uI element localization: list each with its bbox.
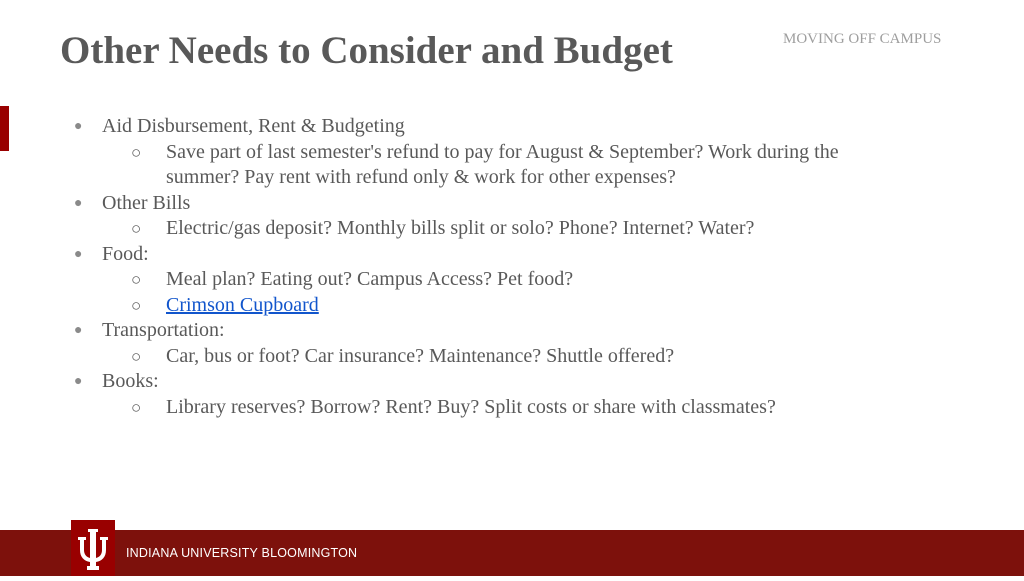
- bullet-dot-icon: ●: [74, 119, 83, 134]
- bullet-dot-icon: ●: [74, 195, 83, 211]
- sub-list-item: [0, 216, 1024, 242]
- list-item-text: Other Bills: [102, 191, 191, 214]
- bullet-circle-icon: ○: [131, 219, 142, 238]
- bullet-dot-icon: ●: [74, 374, 83, 389]
- sub-list-item-text: Meal plan? Eating out? Campus Access? Pet food?: [166, 268, 574, 290]
- list-item: [0, 242, 1024, 268]
- bullet-circle-icon: ○: [131, 295, 142, 315]
- bullet-circle-icon: ○: [131, 397, 142, 417]
- sub-list-item-text: Car, bus or foot? Car insurance? Maintenance? Shuttle offered?: [166, 344, 675, 367]
- list-item: [0, 318, 1024, 344]
- sub-list-item: [0, 344, 1024, 370]
- sub-list-item-text: Save part of last semester's refund to pay for August & September? Work during the summer? Pay rent with refund only & work for other expenses?: [166, 140, 839, 188]
- list-item: [0, 369, 1024, 395]
- sub-list-item-text: Library reserves? Borrow? Rent? Buy? Split costs or share with classmates?: [166, 395, 776, 418]
- bullet-dot-icon: ●: [74, 323, 83, 338]
- list-item: [0, 191, 1024, 217]
- list-item-text: Food:: [102, 242, 149, 265]
- sub-list-item-text: Electric/gas deposit? Monthly bills split or solo? Phone? Internet? Water?: [166, 217, 755, 239]
- iu-trident-icon: [71, 520, 115, 576]
- slide-title: Other Needs to Consider and Budget: [60, 29, 673, 72]
- section-label: MOVING OFF CAMPUS: [783, 31, 942, 47]
- sub-list-item: [0, 140, 1024, 191]
- list-item-text: Transportation:: [102, 319, 225, 341]
- bullet-circle-icon: ○: [131, 270, 142, 289]
- list-item-text: Aid Disbursement, Rent & Budgeting: [102, 115, 405, 137]
- bullet-dot-icon: ●: [74, 246, 83, 262]
- list-item-text: Books:: [102, 370, 159, 392]
- list-item: [0, 114, 1024, 140]
- bullet-circle-icon: ○: [131, 142, 142, 162]
- bullet-circle-icon: ○: [131, 346, 142, 366]
- sub-list-item: [0, 293, 1024, 319]
- sub-list-item: [0, 395, 1024, 421]
- crimson-cupboard-link[interactable]: Crimson Cupboard: [166, 293, 319, 316]
- footer-university-name: INDIANA UNIVERSITY BLOOMINGTON: [126, 546, 358, 560]
- bullet-list: [0, 114, 1024, 420]
- sub-list-item: [0, 267, 1024, 293]
